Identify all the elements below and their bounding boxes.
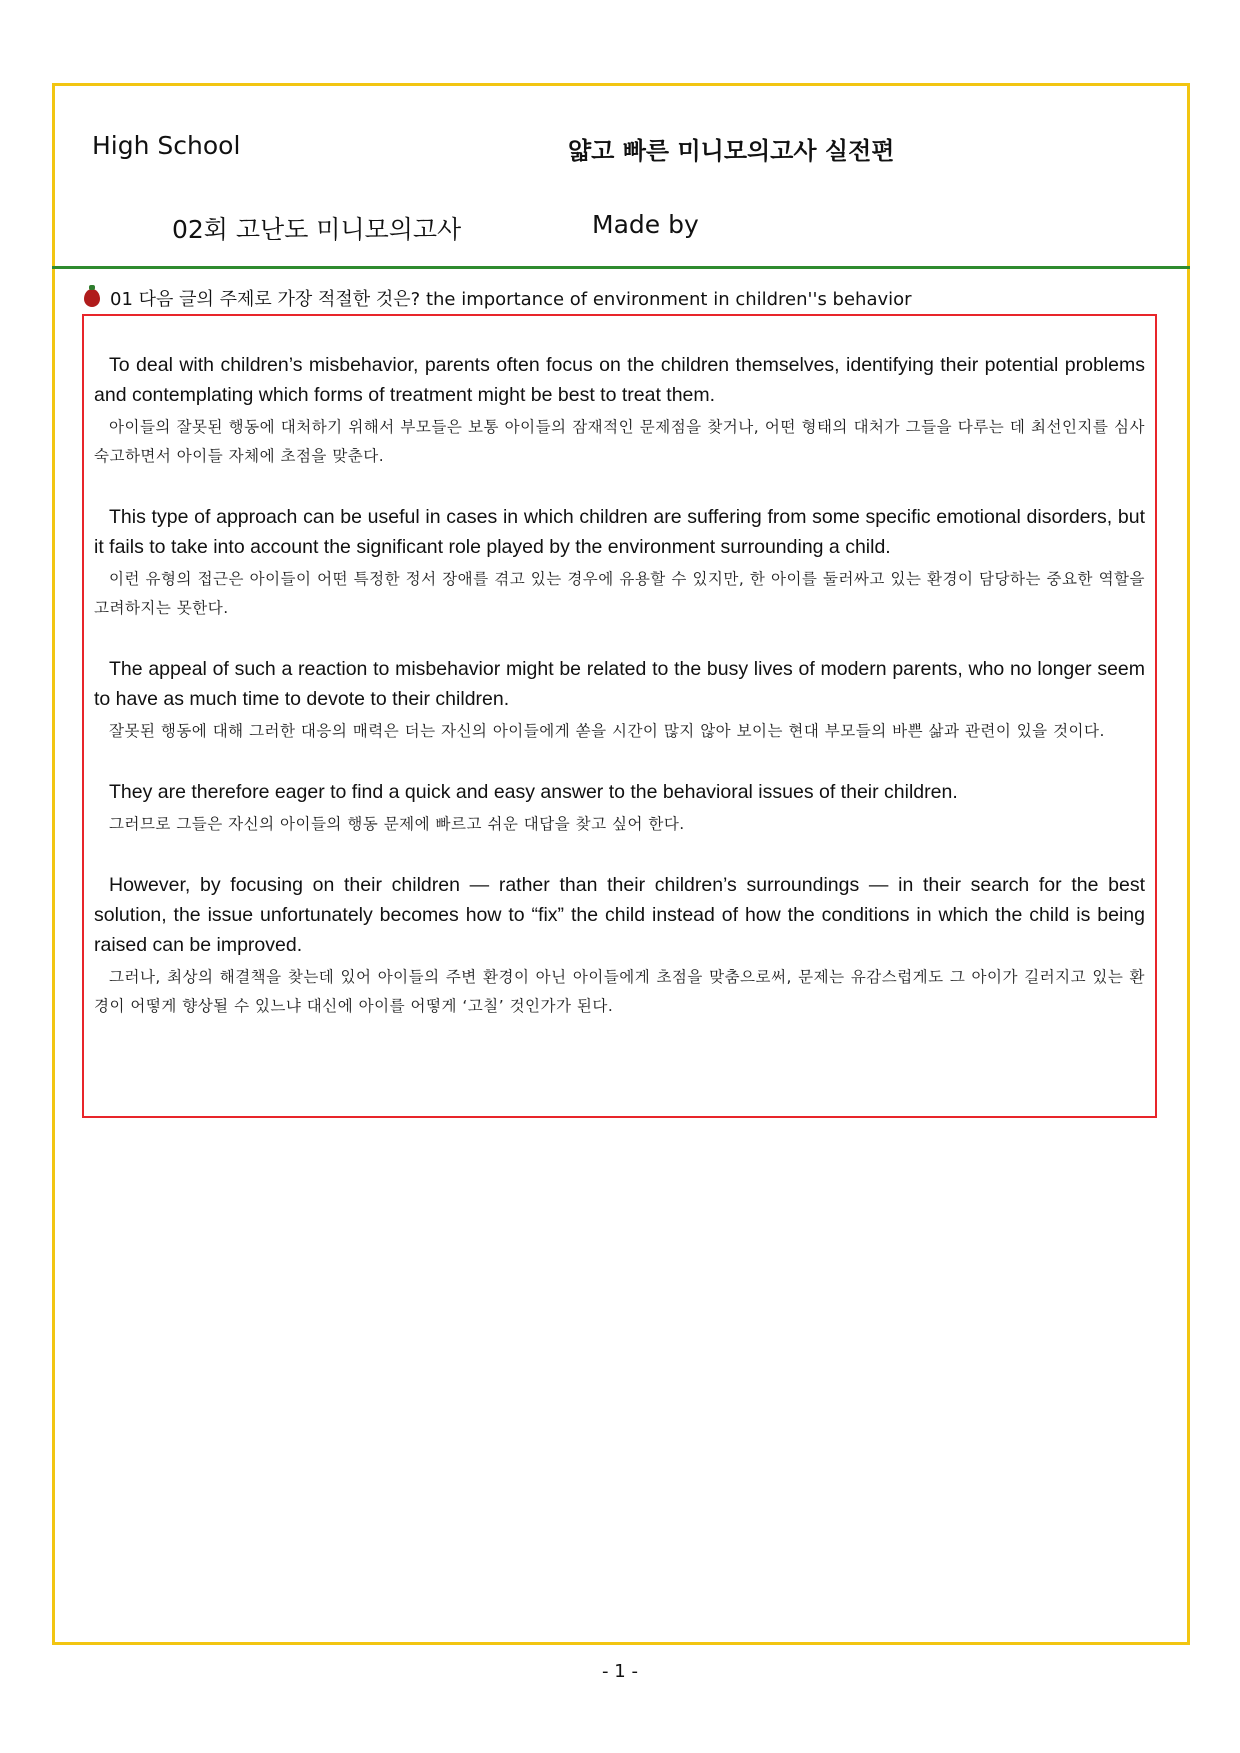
- english-sentence: This type of approach can be useful in cases in which children are suffering from some specific emotional disorders, but it fails to take into account the significant role played by the environment surrounding a child.: [94, 506, 1145, 558]
- english-sentence: However, by focusing on their children — rather than their children’s surroundings — in their search for the best solution, the issue unfortunately becomes how to “fix” the child instead of how the conditions in which the child is being raised can be improved.: [94, 874, 1145, 956]
- korean-translation: 잘못된 행동에 대해 그러한 대응의 매력은 더는 자신의 아이들에게 쏟을 시간이 많지 않아 보이는 현대 부모들의 바쁜 삶과 관련이 있을 것이다.: [109, 722, 1105, 740]
- english-sentence: The appeal of such a reaction to misbehavior might be related to the busy lives of modern parents, who no longer seem to have as much time to devote to their children.: [94, 658, 1145, 710]
- question-line: [84, 284, 912, 312]
- korean-translation: 이런 유형의 접근은 아이들이 어떤 특정한 정서 장애를 겪고 있는 경우에 유용할 수 있지만, 한 아이를 둘러싸고 있는 환경이 담당하는 중요한 역할을 고려하지는 못한다.: [94, 570, 1145, 617]
- passage-paragraph: [94, 870, 1145, 1021]
- page-number: - 1 -: [602, 1661, 638, 1682]
- passage-paragraph: [94, 654, 1145, 746]
- author-credit: Made by: [592, 210, 699, 239]
- english-sentence: They are therefore eager to find a quick and easy answer to the behavioral issues of their children.: [109, 781, 958, 803]
- passage-paragraph: [94, 350, 1145, 471]
- series-title: 얇고 빠른 미니모의고사 실전편: [568, 137, 895, 165]
- school-level-label: High School: [92, 131, 241, 160]
- korean-translation: 아이들의 잘못된 행동에 대처하기 위해서 부모들은 보통 아이들의 잠재적인 문제점을 찾거나, 어떤 형태의 대처가 그들을 다루는 데 최선인지를 심사숙고하면서 아이들 자체에 초점을 맞춘다.: [94, 418, 1145, 465]
- question-label: 01 다음 글의 주제로 가장 적절한 것은? the importance of environment in children''s behavior: [110, 289, 912, 310]
- header-divider: [52, 266, 1190, 269]
- passage-paragraph: [94, 777, 1145, 839]
- passage-box: [82, 314, 1157, 1118]
- english-sentence: To deal with children’s misbehavior, parents often focus on the children themselves, identifying their potential problems and contemplating which forms of treatment might be best to treat them.: [94, 354, 1145, 406]
- korean-translation: 그러나, 최상의 해결책을 찾는데 있어 아이들의 주변 환경이 아닌 아이들에게 초점을 맞춤으로써, 문제는 유감스럽게도 그 아이가 길러지고 있는 환경이 어떻게 향상될 수 있느냐 대신에 아이를 어떻게 ‘고칠’ 것인가가 된다.: [94, 968, 1145, 1015]
- korean-translation: 그러므로 그들은 자신의 아이들의 행동 문제에 빠르고 쉬운 대답을 찾고 싶어 한다.: [109, 815, 685, 833]
- passage-paragraph: [94, 502, 1145, 623]
- strawberry-bullet-icon: [84, 289, 100, 307]
- exam-title: 02회 고난도 미니모의고사: [172, 215, 462, 244]
